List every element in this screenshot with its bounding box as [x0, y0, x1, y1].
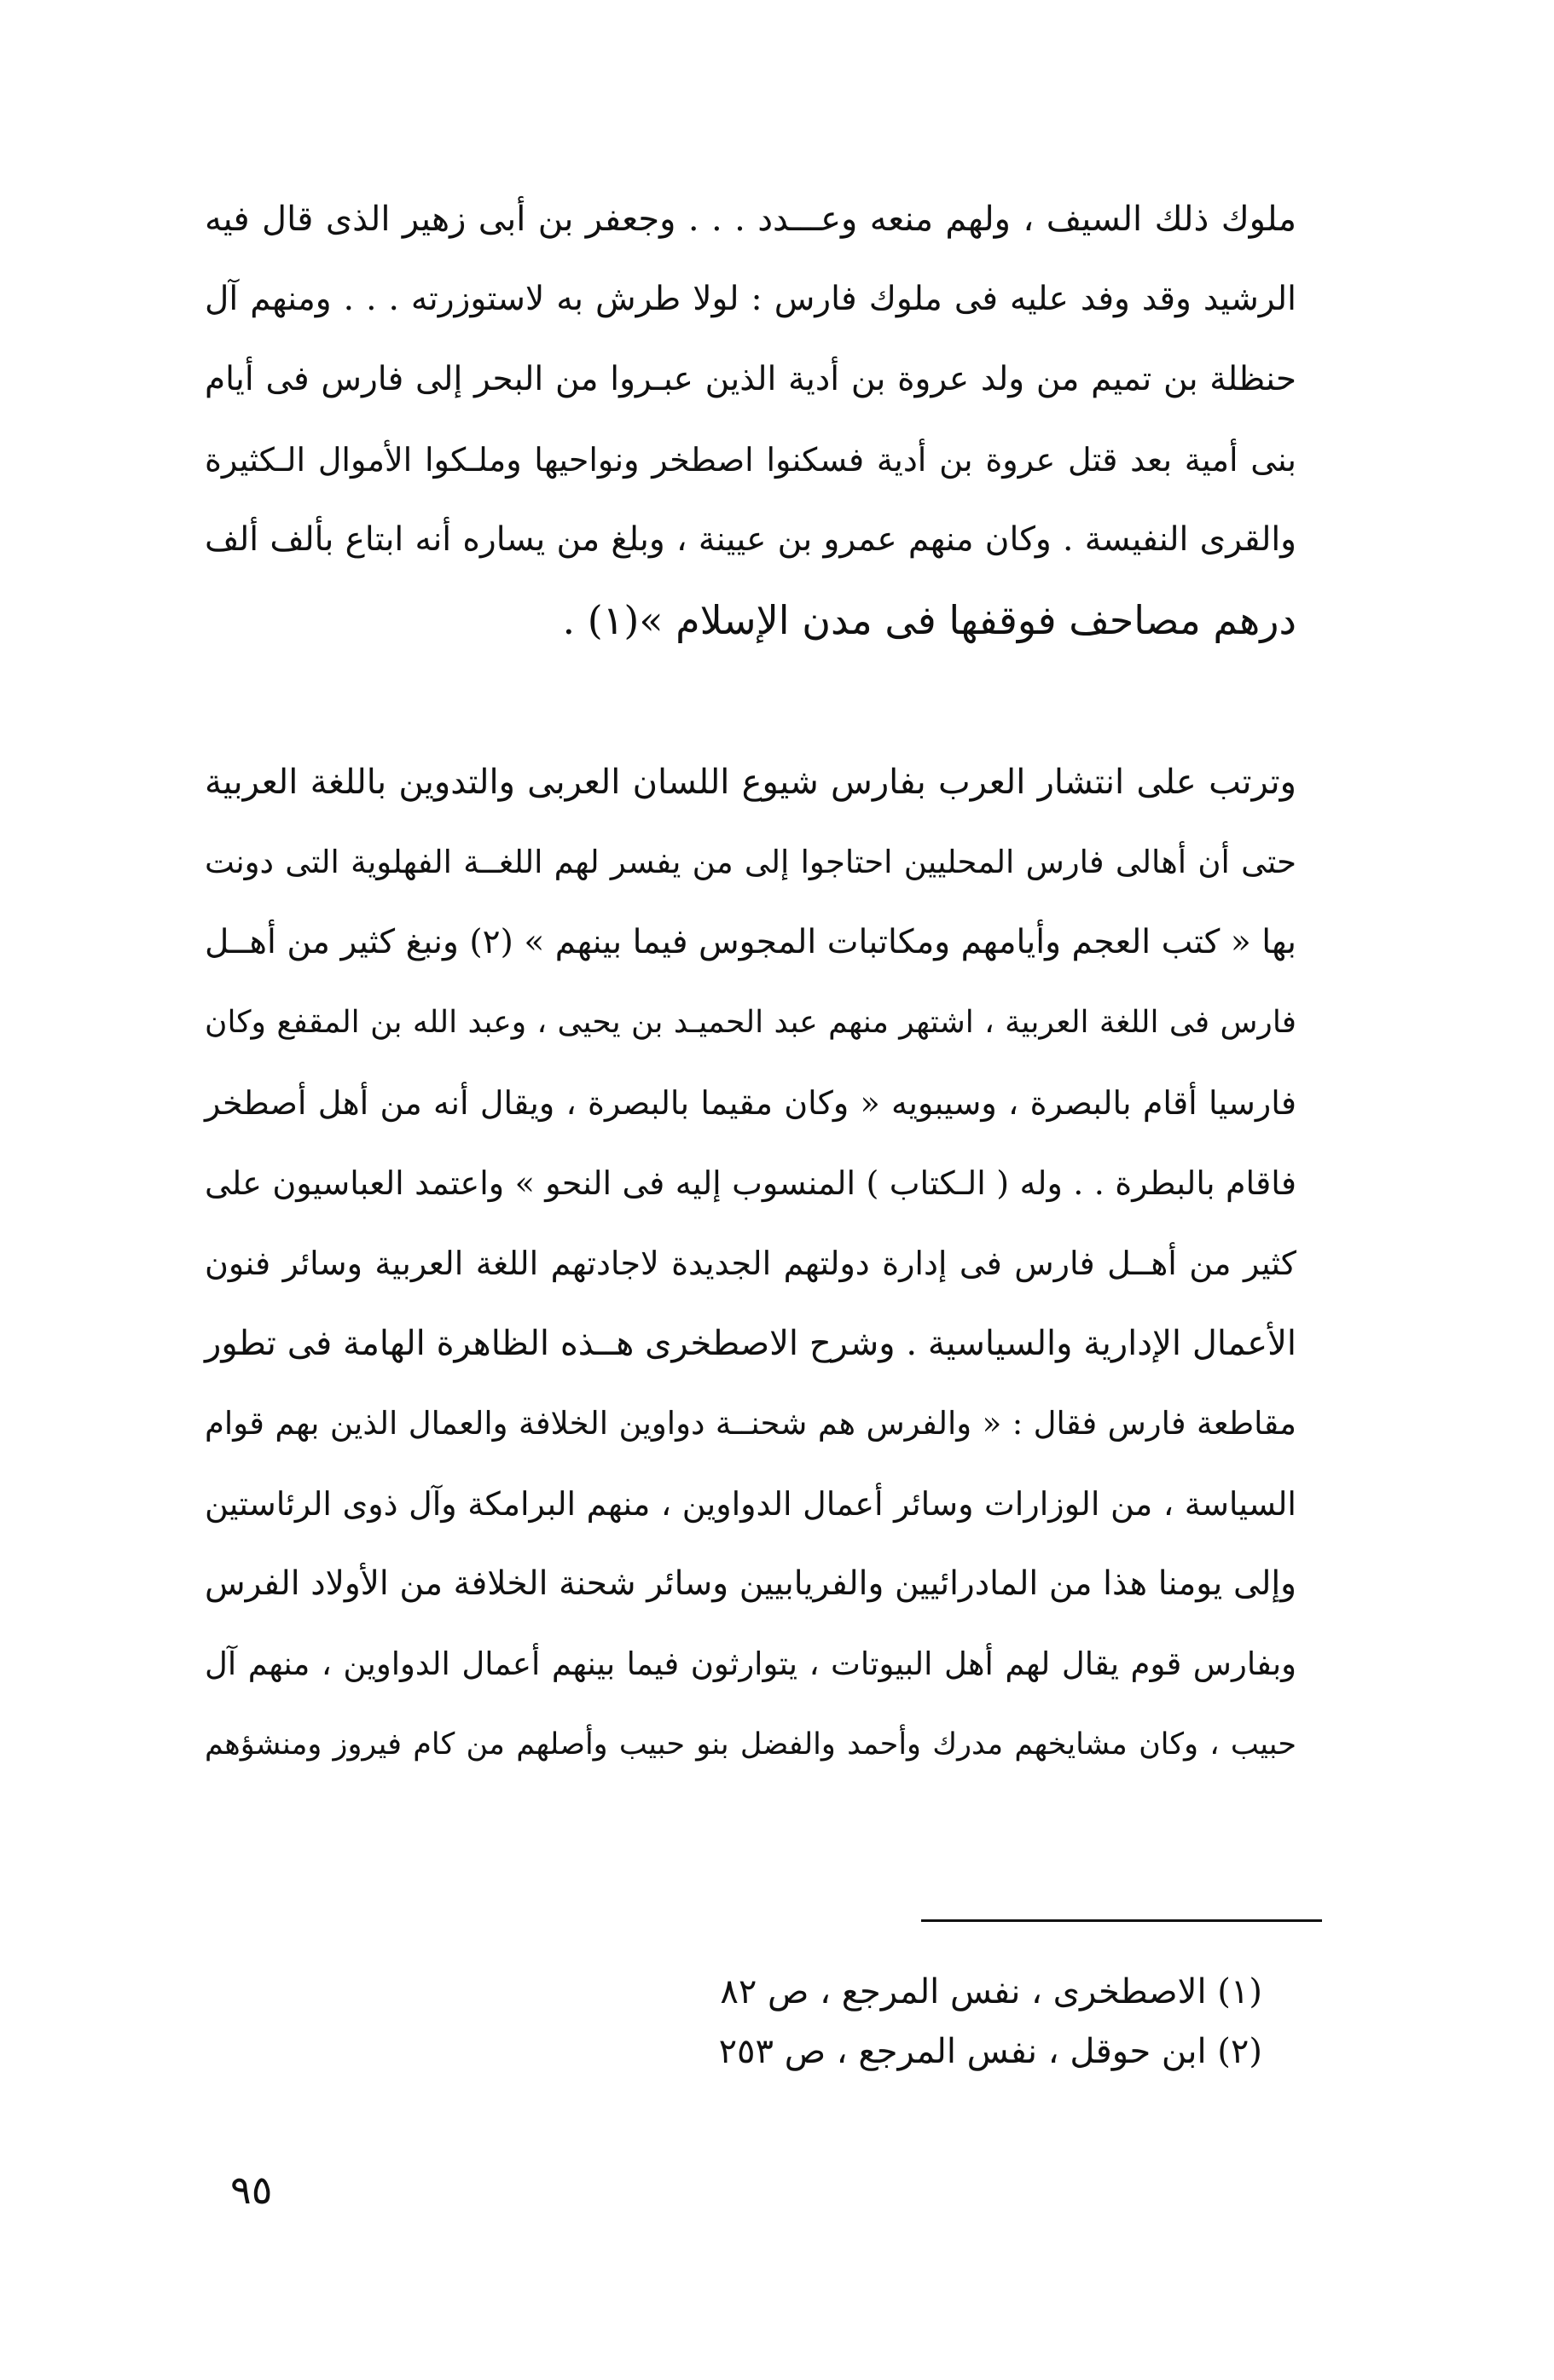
text-line: حنظلة بن تميم من ولد عروة بن أدية الذين عبـروا من البحر إلى فارس فى أيام [205, 360, 1296, 398]
text-line: وترتب على انتشار العرب بفارس شيوع اللسان العربى والتدوين باللغة العربية [205, 763, 1296, 802]
text-line: درهم مصاحف فوقفها فى مدن الإسلام »(١) . [562, 597, 1296, 643]
paragraph-1 [205, 179, 1296, 660]
text-line: فارسيا أقام بالبصرة ، وسيبويه « وكان مقيما بالبصرة ، ويقال أنه من أهل أصطخر [205, 1084, 1296, 1122]
page-number: ٩٥ [230, 2167, 273, 2213]
footnote-separator [921, 1919, 1322, 1922]
text-line: بها « كتب العجم وأيامهم ومكاتبات المجوس فيما بينهم » (٢) ونبغ كثير من أهــل [205, 923, 1296, 961]
text-line: كثير من أهــل فارس فى إدارة دولتهم الجديدة لاجادتهم اللغة العربية وسائر فنون [205, 1245, 1296, 1282]
paragraph-2 [205, 742, 1296, 1785]
text-line: وإلى يومنا هذا من المادرائيين والفريابيين وسائر شحنة الخلافة من الأولاد الفرس [205, 1564, 1296, 1603]
text-line: حبيب ، وكان مشايخهم مدرك وأحمد والفضل بنو حبيب وأصلهم من كام فيروز ومنشؤهم [205, 1727, 1296, 1762]
text-line: الأعمال الإدارية والسياسية . وشرح الاصطخرى هــذه الظاهرة الهامة فى تطور [205, 1324, 1296, 1363]
text-line: حتى أن أهالى فارس المحليين احتاجوا إلى من يفسر لهم اللغــة الفهلوية التى دونت [205, 844, 1296, 880]
footnote-1: (١) الاصطخرى ، نفس المرجع ، ص ٨٢ [720, 1972, 1262, 2011]
text-line: الرشيد وقد وفد عليه فى ملوك فارس : لولا طرش به لاستوزرته . . . ومنهم آل [205, 280, 1296, 318]
text-line: وبفارس قوم يقال لهم أهل البيوتات ، يتوارثون فيما بينهم أعمال الدواوين ، منهم آل [205, 1646, 1296, 1682]
footnotes [597, 1962, 1262, 2081]
text-line: مقاطعة فارس فقال : « والفرس هم شحنــة دواوين الخلافة والعمال الذين بهم قوام [205, 1405, 1296, 1442]
text-line: فاقام بالبطرة . . وله ( الـكتاب ) المنسوب إليه فى النحو » واعتمد العباسيون على [205, 1164, 1296, 1202]
text-line: فارس فى اللغة العربية ، اشتهر منهم عبد الحميـد بن يحيى ، وعبد الله بن المقفع وكان [205, 1005, 1296, 1040]
text-line: السياسة ، من الوزارات وسائر أعمال الدواوين ، منهم البرامكة وآل ذوى الرئاستين [205, 1485, 1296, 1523]
footnote-2: (٢) ابن حوقل ، نفس المرجع ، ص ٢٥٣ [718, 2032, 1262, 2071]
text-line: ملوك ذلك السيف ، ولهم منعه وعـــدد . . . وجعفر بن أبى زهير الذى قال فيه [205, 200, 1296, 239]
text-line: بنى أمية بعد قتل عروة بن أدية فسكنوا اصطخر ونواحيها وملـكوا الأموال الـكثيرة [205, 441, 1296, 479]
text-line: والقرى النفيسة . وكان منهم عمرو بن عيينة ، وبلغ من يساره أنه ابتاع بألف ألف [205, 520, 1296, 559]
